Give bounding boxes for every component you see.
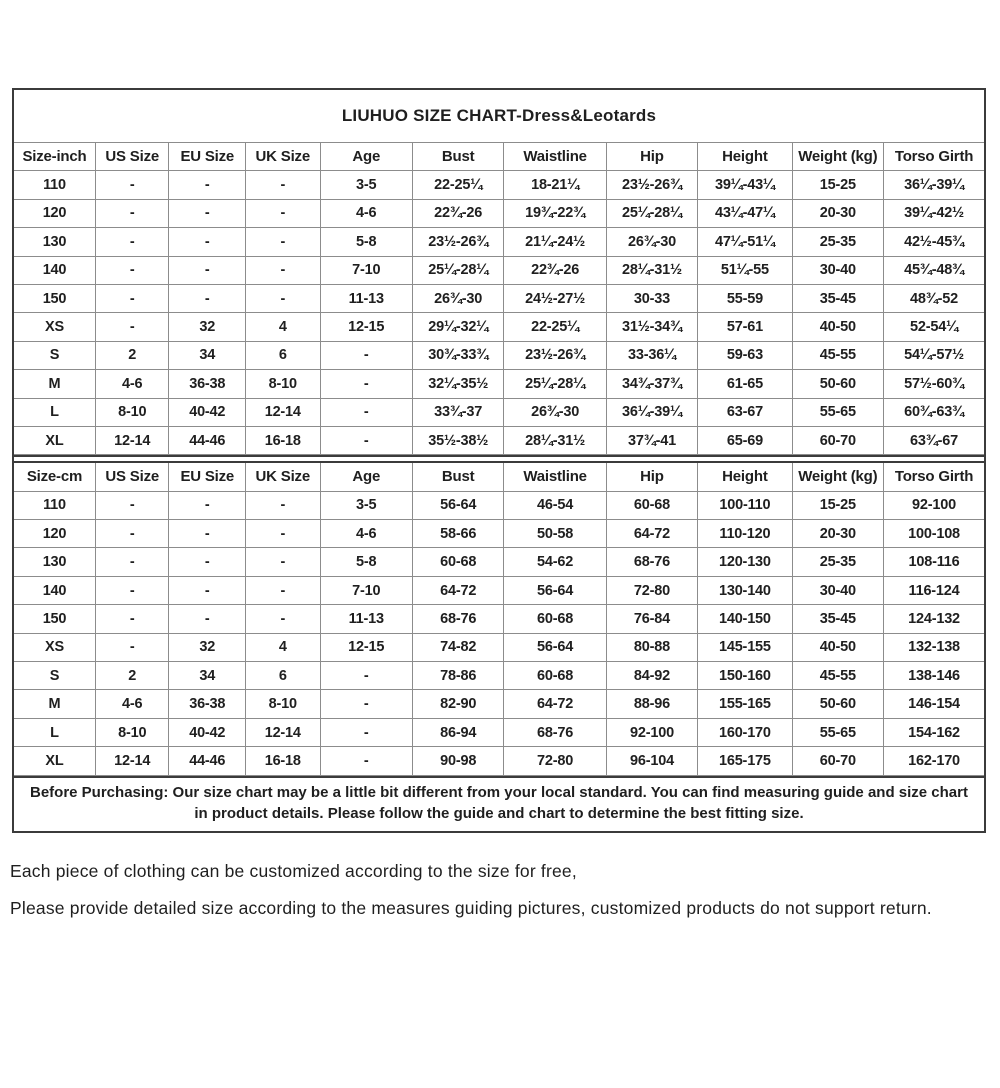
column-header: Waistline bbox=[504, 463, 606, 491]
table-cell: 32 bbox=[169, 633, 246, 661]
size-table-inch bbox=[14, 143, 984, 455]
table-cell: 4 bbox=[246, 633, 320, 661]
table-cell: 15-25 bbox=[792, 491, 883, 519]
table-cell: 56-64 bbox=[504, 576, 606, 604]
table-cell: - bbox=[320, 718, 412, 746]
table-cell: 24½-27½ bbox=[504, 284, 606, 312]
table-cell: - bbox=[246, 284, 320, 312]
table-cell: - bbox=[95, 228, 169, 256]
size-chart-table bbox=[12, 88, 986, 833]
table-cell: - bbox=[95, 256, 169, 284]
table-cell: 68-76 bbox=[412, 605, 503, 633]
table-cell: - bbox=[95, 199, 169, 227]
table-cell: - bbox=[95, 313, 169, 341]
column-header: US Size bbox=[95, 463, 169, 491]
table-cell: 23½-26¾ bbox=[606, 171, 697, 199]
customization-note-line1: Each piece of clothing can be customized according to the size for free, bbox=[10, 861, 577, 882]
table-cell: 45-55 bbox=[792, 341, 883, 369]
table-cell: - bbox=[95, 520, 169, 548]
table-cell: 35-45 bbox=[792, 284, 883, 312]
table-cell: - bbox=[320, 747, 412, 775]
table-cell: 72-80 bbox=[504, 747, 606, 775]
table-cell: L bbox=[14, 398, 95, 426]
table-cell: 3-5 bbox=[320, 171, 412, 199]
table-cell: 120 bbox=[14, 520, 95, 548]
table-cell: 74-82 bbox=[412, 633, 503, 661]
table-row bbox=[14, 576, 984, 604]
table-cell: 56-64 bbox=[504, 633, 606, 661]
table-cell: 12-15 bbox=[320, 633, 412, 661]
column-header: EU Size bbox=[169, 463, 246, 491]
table-cell: 22¾-26 bbox=[504, 256, 606, 284]
table-cell: 20-30 bbox=[792, 520, 883, 548]
table-cell: 162-170 bbox=[884, 747, 984, 775]
table-row bbox=[14, 284, 984, 312]
table-cell: - bbox=[169, 256, 246, 284]
table-cell: 60-68 bbox=[606, 491, 697, 519]
table-cell: - bbox=[246, 228, 320, 256]
table-cell: 4 bbox=[246, 313, 320, 341]
table-cell: M bbox=[14, 370, 95, 398]
table-cell: 25¼-28¼ bbox=[412, 256, 503, 284]
table-row bbox=[14, 199, 984, 227]
table-cell: 64-72 bbox=[504, 690, 606, 718]
table-cell: 110 bbox=[14, 171, 95, 199]
table-cell: 25-35 bbox=[792, 228, 883, 256]
table-cell: - bbox=[95, 284, 169, 312]
table-cell: 25-35 bbox=[792, 548, 883, 576]
table-cell: 6 bbox=[246, 662, 320, 690]
table-cell: 23½-26¾ bbox=[504, 341, 606, 369]
column-header: Hip bbox=[606, 463, 697, 491]
table-cell: 12-15 bbox=[320, 313, 412, 341]
table-cell: 84-92 bbox=[606, 662, 697, 690]
column-header: Age bbox=[320, 463, 412, 491]
table-cell: - bbox=[169, 228, 246, 256]
table-cell: 16-18 bbox=[246, 426, 320, 454]
table-row bbox=[14, 370, 984, 398]
table-cell: 60-70 bbox=[792, 747, 883, 775]
table-cell: 100-108 bbox=[884, 520, 984, 548]
table-cell: - bbox=[169, 605, 246, 633]
table-cell: 48¾-52 bbox=[884, 284, 984, 312]
column-header: US Size bbox=[95, 143, 169, 171]
customization-note-line2: Please provide detailed size according to the measures guiding pictures, customized products do not support return. bbox=[10, 898, 932, 919]
table-cell: - bbox=[95, 633, 169, 661]
table-row bbox=[14, 313, 984, 341]
table-cell: 52-54¼ bbox=[884, 313, 984, 341]
table-cell: 4-6 bbox=[95, 370, 169, 398]
table-cell: 68-76 bbox=[504, 718, 606, 746]
table-cell: 16-18 bbox=[246, 747, 320, 775]
table-row bbox=[14, 256, 984, 284]
table-cell: L bbox=[14, 718, 95, 746]
size-table-inch-body bbox=[14, 171, 984, 455]
table-cell: - bbox=[246, 171, 320, 199]
table-cell: 26¾-30 bbox=[412, 284, 503, 312]
table-cell: - bbox=[95, 605, 169, 633]
table-cell: 72-80 bbox=[606, 576, 697, 604]
table-cell: 34 bbox=[169, 662, 246, 690]
table-cell: - bbox=[95, 548, 169, 576]
table-cell: 36¼-39¼ bbox=[884, 171, 984, 199]
column-header: Size-inch bbox=[14, 143, 95, 171]
table-cell: 21¼-24½ bbox=[504, 228, 606, 256]
table-cell: 59-63 bbox=[698, 341, 792, 369]
table-cell: 12-14 bbox=[246, 398, 320, 426]
table-cell: 50-60 bbox=[792, 370, 883, 398]
table-cell: 36-38 bbox=[169, 690, 246, 718]
table-cell: - bbox=[169, 491, 246, 519]
table-cell: S bbox=[14, 341, 95, 369]
table-cell: - bbox=[169, 576, 246, 604]
size-table-cm-body bbox=[14, 491, 984, 775]
table-cell: 64-72 bbox=[412, 576, 503, 604]
column-header: UK Size bbox=[246, 143, 320, 171]
table-cell: 60-68 bbox=[504, 605, 606, 633]
table-cell: 40-50 bbox=[792, 633, 883, 661]
table-cell: 36-38 bbox=[169, 370, 246, 398]
table-cell: 140 bbox=[14, 256, 95, 284]
table-cell: 46-54 bbox=[504, 491, 606, 519]
table-cell: 22-25¼ bbox=[504, 313, 606, 341]
table-cell: 45-55 bbox=[792, 662, 883, 690]
table-cell: - bbox=[246, 199, 320, 227]
table-cell: 32 bbox=[169, 313, 246, 341]
size-table-cm-header bbox=[14, 463, 984, 491]
table-cell: 30-33 bbox=[606, 284, 697, 312]
table-cell: 150 bbox=[14, 605, 95, 633]
table-cell: 30-40 bbox=[792, 576, 883, 604]
table-cell: 96-104 bbox=[606, 747, 697, 775]
table-cell: 39¼-42½ bbox=[884, 199, 984, 227]
table-cell: 2 bbox=[95, 341, 169, 369]
table-cell: 34¾-37¾ bbox=[606, 370, 697, 398]
table-cell: 20-30 bbox=[792, 199, 883, 227]
table-cell: - bbox=[169, 520, 246, 548]
table-cell: 40-42 bbox=[169, 398, 246, 426]
table-cell: 65-69 bbox=[698, 426, 792, 454]
table-cell: 55-59 bbox=[698, 284, 792, 312]
table-cell: 44-46 bbox=[169, 747, 246, 775]
table-row bbox=[14, 605, 984, 633]
table-cell: 7-10 bbox=[320, 576, 412, 604]
table-cell: 43¼-47¼ bbox=[698, 199, 792, 227]
table-cell: S bbox=[14, 662, 95, 690]
column-header: Age bbox=[320, 143, 412, 171]
table-cell: 26¾-30 bbox=[504, 398, 606, 426]
table-cell: 40-42 bbox=[169, 718, 246, 746]
table-cell: 116-124 bbox=[884, 576, 984, 604]
table-cell: 33¾-37 bbox=[412, 398, 503, 426]
table-cell: 33-36¼ bbox=[606, 341, 697, 369]
table-cell: 19¾-22¾ bbox=[504, 199, 606, 227]
table-cell: 35½-38½ bbox=[412, 426, 503, 454]
table-cell: 3-5 bbox=[320, 491, 412, 519]
table-row bbox=[14, 228, 984, 256]
purchasing-note: Before Purchasing: Our size chart may be a little bit different from your local standard. You can find measuring guide and size chart in product details. Please follow the guide and chart to determine the best fitting size. bbox=[14, 776, 984, 832]
table-cell: 120-130 bbox=[698, 548, 792, 576]
column-header: Hip bbox=[606, 143, 697, 171]
table-row bbox=[14, 633, 984, 661]
table-cell: - bbox=[320, 662, 412, 690]
table-cell: 4-6 bbox=[320, 199, 412, 227]
table-cell: 108-116 bbox=[884, 548, 984, 576]
table-cell: 54¼-57½ bbox=[884, 341, 984, 369]
table-cell: 88-96 bbox=[606, 690, 697, 718]
table-cell: 55-65 bbox=[792, 398, 883, 426]
table-cell: XS bbox=[14, 313, 95, 341]
table-cell: 138-146 bbox=[884, 662, 984, 690]
column-header: Bust bbox=[412, 463, 503, 491]
size-table-cm bbox=[14, 463, 984, 775]
table-cell: 160-170 bbox=[698, 718, 792, 746]
table-cell: 130 bbox=[14, 228, 95, 256]
table-cell: 11-13 bbox=[320, 605, 412, 633]
table-cell: 120 bbox=[14, 199, 95, 227]
table-cell: 146-154 bbox=[884, 690, 984, 718]
table-cell: 63-67 bbox=[698, 398, 792, 426]
table-cell: 36¼-39¼ bbox=[606, 398, 697, 426]
table-cell: 22¾-26 bbox=[412, 199, 503, 227]
table-cell: - bbox=[320, 398, 412, 426]
table-cell: 51¼-55 bbox=[698, 256, 792, 284]
table-row bbox=[14, 747, 984, 775]
table-cell: 23½-26¾ bbox=[412, 228, 503, 256]
table-cell: 12-14 bbox=[95, 747, 169, 775]
table-cell: 5-8 bbox=[320, 548, 412, 576]
table-cell: 42½-45¾ bbox=[884, 228, 984, 256]
table-cell: 12-14 bbox=[246, 718, 320, 746]
table-cell: 26¾-30 bbox=[606, 228, 697, 256]
column-header: Torso Girth bbox=[884, 143, 984, 171]
table-cell: - bbox=[320, 370, 412, 398]
table-cell: 50-58 bbox=[504, 520, 606, 548]
table-row bbox=[14, 718, 984, 746]
table-cell: 4-6 bbox=[320, 520, 412, 548]
table-cell: 39¼-43¼ bbox=[698, 171, 792, 199]
table-cell: 130 bbox=[14, 548, 95, 576]
table-cell: 78-86 bbox=[412, 662, 503, 690]
table-cell: 57½-60¾ bbox=[884, 370, 984, 398]
table-cell: 55-65 bbox=[792, 718, 883, 746]
column-header: Height bbox=[698, 143, 792, 171]
table-cell: 63¾-67 bbox=[884, 426, 984, 454]
table-cell: 8-10 bbox=[95, 718, 169, 746]
table-cell: 60-70 bbox=[792, 426, 883, 454]
table-cell: 25¼-28¼ bbox=[504, 370, 606, 398]
table-cell: 15-25 bbox=[792, 171, 883, 199]
table-cell: 140 bbox=[14, 576, 95, 604]
header-row bbox=[14, 463, 984, 491]
table-cell: - bbox=[169, 548, 246, 576]
table-cell: 145-155 bbox=[698, 633, 792, 661]
table-cell: 86-94 bbox=[412, 718, 503, 746]
column-header: UK Size bbox=[246, 463, 320, 491]
table-cell: 64-72 bbox=[606, 520, 697, 548]
table-cell: 35-45 bbox=[792, 605, 883, 633]
table-cell: 132-138 bbox=[884, 633, 984, 661]
table-cell: - bbox=[246, 605, 320, 633]
table-cell: XL bbox=[14, 426, 95, 454]
table-cell: 80-88 bbox=[606, 633, 697, 661]
chart-title: LIUHUO SIZE CHART-Dress&Leotards bbox=[14, 90, 984, 143]
table-cell: - bbox=[95, 171, 169, 199]
table-cell: 8-10 bbox=[246, 370, 320, 398]
table-cell: 25¼-28¼ bbox=[606, 199, 697, 227]
table-cell: 50-60 bbox=[792, 690, 883, 718]
table-cell: - bbox=[246, 576, 320, 604]
table-cell: 40-50 bbox=[792, 313, 883, 341]
table-cell: 76-84 bbox=[606, 605, 697, 633]
table-cell: 61-65 bbox=[698, 370, 792, 398]
table-cell: 54-62 bbox=[504, 548, 606, 576]
table-cell: M bbox=[14, 690, 95, 718]
table-row bbox=[14, 690, 984, 718]
table-cell: 6 bbox=[246, 341, 320, 369]
table-cell: - bbox=[95, 576, 169, 604]
table-cell: 44-46 bbox=[169, 426, 246, 454]
table-cell: 2 bbox=[95, 662, 169, 690]
table-cell: 8-10 bbox=[95, 398, 169, 426]
table-cell: 60-68 bbox=[412, 548, 503, 576]
table-cell: 57-61 bbox=[698, 313, 792, 341]
table-cell: - bbox=[169, 171, 246, 199]
table-cell: 150-160 bbox=[698, 662, 792, 690]
column-header: Size-cm bbox=[14, 463, 95, 491]
column-header: Height bbox=[698, 463, 792, 491]
table-cell: 60-68 bbox=[504, 662, 606, 690]
table-cell: 45¾-48¾ bbox=[884, 256, 984, 284]
table-cell: 155-165 bbox=[698, 690, 792, 718]
table-cell: 154-162 bbox=[884, 718, 984, 746]
table-cell: 47¼-51¼ bbox=[698, 228, 792, 256]
table-cell: 150 bbox=[14, 284, 95, 312]
table-cell: 7-10 bbox=[320, 256, 412, 284]
table-cell: 8-10 bbox=[246, 690, 320, 718]
table-cell: - bbox=[246, 548, 320, 576]
table-cell: - bbox=[95, 491, 169, 519]
table-row bbox=[14, 520, 984, 548]
table-cell: - bbox=[320, 426, 412, 454]
table-cell: 32¼-35½ bbox=[412, 370, 503, 398]
table-cell: - bbox=[320, 690, 412, 718]
column-header: Weight (kg) bbox=[792, 143, 883, 171]
table-cell: 30-40 bbox=[792, 256, 883, 284]
table-cell: 124-132 bbox=[884, 605, 984, 633]
table-cell: 58-66 bbox=[412, 520, 503, 548]
table-cell: XL bbox=[14, 747, 95, 775]
table-cell: 165-175 bbox=[698, 747, 792, 775]
table-cell: XS bbox=[14, 633, 95, 661]
table-cell: 4-6 bbox=[95, 690, 169, 718]
table-cell: 92-100 bbox=[884, 491, 984, 519]
table-cell: 37¾-41 bbox=[606, 426, 697, 454]
table-row bbox=[14, 548, 984, 576]
table-cell: 60¾-63¾ bbox=[884, 398, 984, 426]
table-row bbox=[14, 426, 984, 454]
table-cell: 56-64 bbox=[412, 491, 503, 519]
table-cell: 110 bbox=[14, 491, 95, 519]
section-divider bbox=[14, 455, 984, 463]
table-cell: 110-120 bbox=[698, 520, 792, 548]
table-row bbox=[14, 171, 984, 199]
table-cell: 90-98 bbox=[412, 747, 503, 775]
table-cell: 100-110 bbox=[698, 491, 792, 519]
table-cell: 31½-34¾ bbox=[606, 313, 697, 341]
column-header: Weight (kg) bbox=[792, 463, 883, 491]
table-cell: 11-13 bbox=[320, 284, 412, 312]
table-cell: 92-100 bbox=[606, 718, 697, 746]
table-row bbox=[14, 398, 984, 426]
table-cell: 30¾-33¾ bbox=[412, 341, 503, 369]
table-row bbox=[14, 491, 984, 519]
column-header: Waistline bbox=[504, 143, 606, 171]
column-header: EU Size bbox=[169, 143, 246, 171]
table-cell: - bbox=[246, 256, 320, 284]
table-cell: 82-90 bbox=[412, 690, 503, 718]
column-header: Torso Girth bbox=[884, 463, 984, 491]
header-row bbox=[14, 143, 984, 171]
table-cell: - bbox=[169, 284, 246, 312]
table-cell: 28¼-31½ bbox=[504, 426, 606, 454]
table-row bbox=[14, 662, 984, 690]
table-cell: 29¼-32¼ bbox=[412, 313, 503, 341]
table-cell: 140-150 bbox=[698, 605, 792, 633]
table-cell: 5-8 bbox=[320, 228, 412, 256]
table-cell: - bbox=[320, 341, 412, 369]
size-table-inch-header bbox=[14, 143, 984, 171]
table-cell: - bbox=[246, 491, 320, 519]
table-cell: 28¼-31½ bbox=[606, 256, 697, 284]
table-cell: 18-21¼ bbox=[504, 171, 606, 199]
table-cell: 12-14 bbox=[95, 426, 169, 454]
table-cell: - bbox=[246, 520, 320, 548]
table-cell: 130-140 bbox=[698, 576, 792, 604]
column-header: Bust bbox=[412, 143, 503, 171]
table-cell: 68-76 bbox=[606, 548, 697, 576]
table-cell: 34 bbox=[169, 341, 246, 369]
table-cell: 22-25¼ bbox=[412, 171, 503, 199]
table-row bbox=[14, 341, 984, 369]
table-cell: - bbox=[169, 199, 246, 227]
